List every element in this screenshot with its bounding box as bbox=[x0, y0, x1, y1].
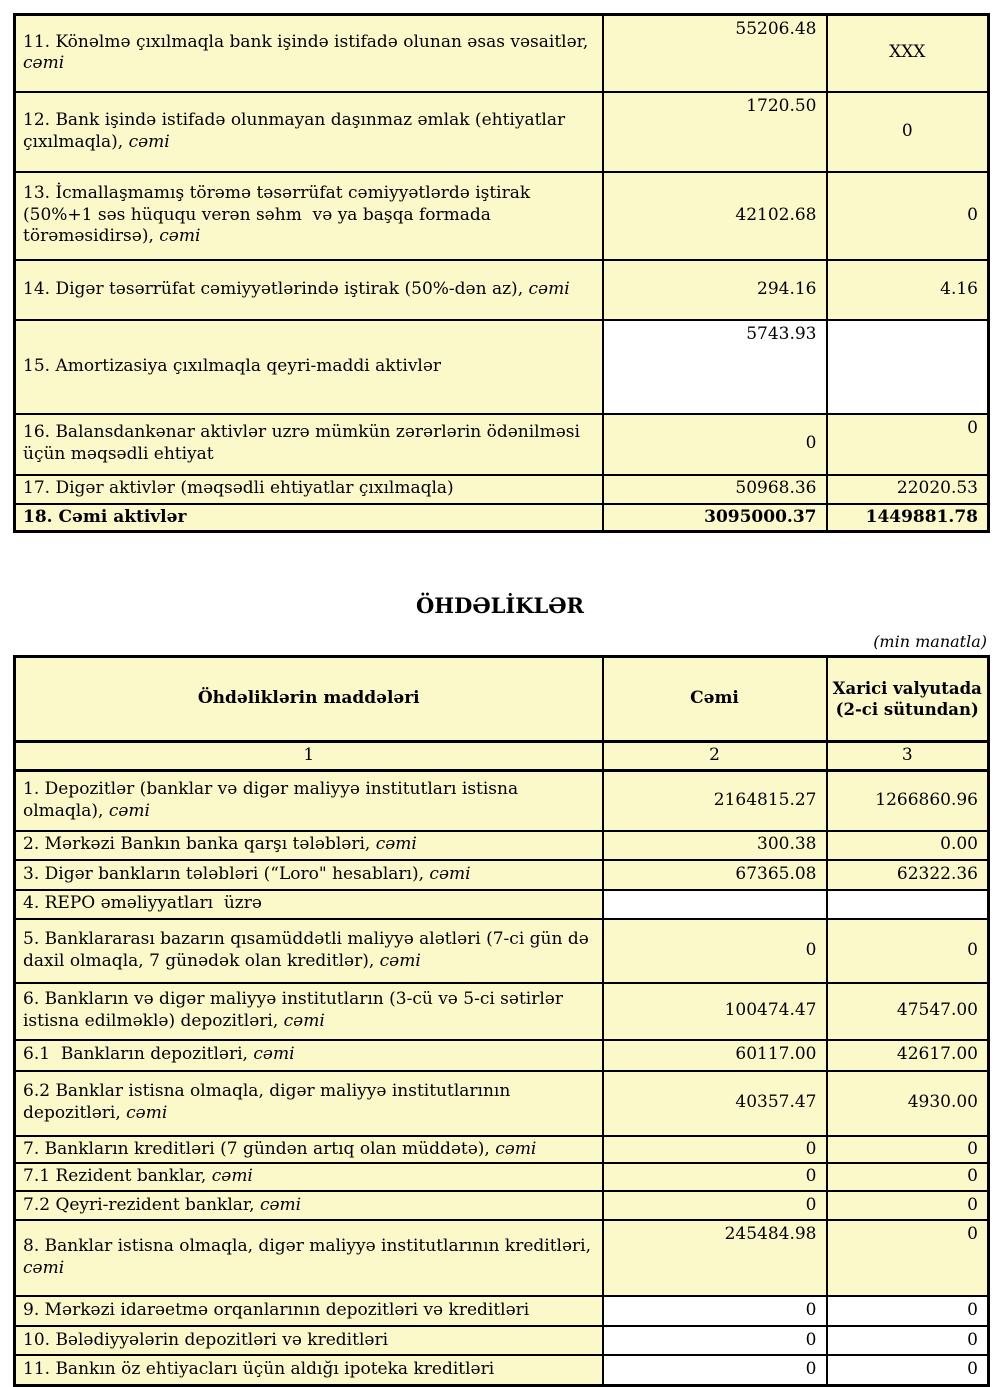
table-row bbox=[15, 1355, 989, 1385]
table-row bbox=[15, 1191, 989, 1220]
row-label-suffix: cəmi bbox=[153, 226, 201, 247]
row-label-text: 5. Banklararası bazarın qısamüddətli maliyyə alətləri (7-ci gün də daxil olmaqla, 7 günədək olan kreditlər), bbox=[23, 928, 595, 971]
row-total-value: 0 bbox=[603, 414, 827, 475]
unit-note: (min manatla) bbox=[873, 632, 987, 651]
row-label bbox=[15, 320, 603, 414]
row-foreign-value: 22020.53 bbox=[827, 475, 989, 504]
row-foreign-value: 4.16 bbox=[827, 260, 989, 320]
row-foreign-value: 0 bbox=[827, 1296, 989, 1326]
row-label bbox=[15, 983, 603, 1040]
row-total-value: 60117.00 bbox=[603, 1040, 827, 1071]
table-row bbox=[15, 414, 989, 475]
row-total-value: 55206.48 bbox=[603, 15, 827, 92]
row-total-value: 0 bbox=[603, 1296, 827, 1326]
row-label bbox=[15, 1136, 603, 1164]
row-total-value: 1720.50 bbox=[603, 92, 827, 172]
row-foreign-value: 0 bbox=[827, 1136, 989, 1164]
row-label-text: 17. Digər aktivlər (məqsədli ehtiyatlar çıxılmaqla) bbox=[23, 478, 454, 499]
row-label-suffix: cəmi bbox=[206, 1166, 253, 1187]
row-label bbox=[15, 92, 603, 172]
table-row bbox=[15, 860, 989, 890]
row-total-value: 40357.47 bbox=[603, 1071, 827, 1136]
row-label-suffix: cəmi bbox=[424, 863, 471, 884]
table-row bbox=[15, 15, 989, 92]
row-total-value bbox=[603, 890, 827, 919]
column-number-3: 3 bbox=[827, 742, 989, 771]
row-label bbox=[15, 172, 603, 260]
row-label-suffix: cəmi bbox=[103, 800, 150, 821]
row-label-suffix: cəmi bbox=[247, 1044, 295, 1065]
row-label-suffix: cəmi bbox=[523, 278, 570, 299]
row-label-text: 13. İcmallaşmamış törəmə təsərrüfat cəmiyyətlərdə iştirak (50%+1 səs hüququ verən səhm və ya başqa formada törəməsidirsə), bbox=[23, 182, 536, 247]
row-label bbox=[15, 1071, 603, 1136]
row-label bbox=[15, 919, 603, 983]
row-label-text: 12. Bank işində istifadə olunmayan daşınmaz əmlak (ehtiyatlar çıxılmaqla), bbox=[23, 109, 571, 152]
header-row bbox=[15, 657, 989, 742]
row-total-value: 5743.93 bbox=[603, 320, 827, 414]
row-foreign-value: 0 bbox=[827, 92, 989, 172]
row-foreign-value: 47547.00 bbox=[827, 983, 989, 1040]
row-label-suffix: cəmi bbox=[489, 1138, 537, 1159]
row-label-suffix: cəmi bbox=[23, 31, 594, 74]
row-total-value: 294.16 bbox=[603, 260, 827, 320]
row-label-text: 15. Amortizasiya çıxılmaqla qeyri-maddi aktivlər bbox=[23, 355, 442, 376]
row-label-text: 9. Mərkəzi idarəetmə orqanlarının depozitləri və kreditləri bbox=[23, 1300, 530, 1321]
row-label bbox=[15, 1040, 603, 1071]
table-row bbox=[15, 1220, 989, 1296]
row-total-value: 100474.47 bbox=[603, 983, 827, 1040]
row-foreign-value: 0 bbox=[827, 1326, 989, 1355]
row-total-value: 42102.68 bbox=[603, 172, 827, 260]
row-total-value: 3095000.37 bbox=[603, 504, 827, 532]
row-label-suffix: cəmi bbox=[254, 1194, 302, 1215]
row-label bbox=[15, 1355, 603, 1385]
row-label-text: 11. Könəlmə çıxılmaqla bank işində istifadə olunan əsas vəsaitlər, bbox=[23, 31, 589, 52]
row-label bbox=[15, 1191, 603, 1220]
row-label bbox=[15, 831, 603, 860]
row-foreign-value bbox=[827, 890, 989, 919]
table-row bbox=[15, 890, 989, 919]
table-row bbox=[15, 92, 989, 172]
row-label-text: 10. Bələdiyyələrin depozitləri və kreditləri bbox=[23, 1329, 389, 1350]
table-row bbox=[15, 831, 989, 860]
row-label-text: 6.2 Banklar istisna olmaqla, digər maliyyə institutlarının depozitləri, bbox=[23, 1081, 516, 1123]
row-total-value: 67365.08 bbox=[603, 860, 827, 890]
row-label-text: 4. REPO əməliyyatları üzrə bbox=[23, 893, 262, 914]
column-number-row bbox=[15, 742, 989, 771]
table-row-total-assets bbox=[15, 504, 989, 532]
row-label bbox=[15, 15, 603, 92]
row-foreign-value bbox=[827, 320, 989, 414]
row-label bbox=[15, 860, 603, 890]
table-row bbox=[15, 1040, 989, 1071]
row-total-value: 50968.36 bbox=[603, 475, 827, 504]
row-label bbox=[15, 771, 603, 831]
row-label-text: 7.2 Qeyri-rezident banklar, bbox=[23, 1194, 255, 1215]
row-total-value: 0 bbox=[603, 1136, 827, 1164]
table-row bbox=[15, 1071, 989, 1136]
row-foreign-value: 0 bbox=[827, 1163, 989, 1191]
column-number-2: 2 bbox=[603, 742, 827, 771]
row-label-suffix: cəmi bbox=[123, 131, 170, 152]
table-row bbox=[15, 1163, 989, 1191]
row-label-text: 18. Cəmi aktivlər bbox=[23, 506, 187, 527]
row-foreign-value: XXX bbox=[827, 15, 989, 92]
row-label-text: 14. Digər təsərrüfat cəmiyyətlərində iştirak (50%-dən az), bbox=[23, 278, 524, 299]
table-row bbox=[15, 919, 989, 983]
row-label-text: 6. Bankların və digər maliyyə institutların (3-cü və 5-ci sətirlər istisna edilməklə) depozitləri, bbox=[23, 989, 569, 1031]
row-label bbox=[15, 1220, 603, 1296]
row-foreign-value: 0.00 bbox=[827, 831, 989, 860]
table-row bbox=[15, 771, 989, 831]
table-row bbox=[15, 1136, 989, 1164]
row-label-text: 7. Bankların kreditləri (7 gündən artıq olan müddətə), bbox=[23, 1138, 490, 1159]
row-foreign-value: 1266860.96 bbox=[827, 771, 989, 831]
row-total-value: 0 bbox=[603, 1191, 827, 1220]
assets-table bbox=[13, 13, 990, 533]
row-label bbox=[15, 1296, 603, 1326]
table-row bbox=[15, 1296, 989, 1326]
row-label-suffix: cəmi bbox=[23, 1236, 597, 1278]
row-total-value: 0 bbox=[603, 1355, 827, 1385]
row-label bbox=[15, 504, 603, 532]
row-label-text: 6.1 Bankların depozitləri, bbox=[23, 1044, 248, 1065]
column-number-1: 1 bbox=[15, 742, 603, 771]
header-items: Öhdəliklərin maddələri bbox=[15, 657, 603, 742]
row-label bbox=[15, 260, 603, 320]
table-row bbox=[15, 475, 989, 504]
header-total: Cəmi bbox=[603, 657, 827, 742]
row-foreign-value: 0 bbox=[827, 1191, 989, 1220]
liabilities-table bbox=[13, 655, 990, 1387]
row-total-value: 245484.98 bbox=[603, 1220, 827, 1296]
row-total-value: 0 bbox=[603, 1326, 827, 1355]
row-label bbox=[15, 1163, 603, 1191]
row-label-suffix: cəmi bbox=[120, 1103, 168, 1123]
row-total-value: 2164815.27 bbox=[603, 771, 827, 831]
table-row bbox=[15, 320, 989, 414]
row-label bbox=[15, 475, 603, 504]
row-label-suffix: cəmi bbox=[278, 1011, 325, 1031]
row-label-suffix: cəmi bbox=[370, 834, 417, 855]
row-foreign-value: 42617.00 bbox=[827, 1040, 989, 1071]
row-total-value: 300.38 bbox=[603, 831, 827, 860]
row-label-text: 8. Banklar istisna olmaqla, digər maliyyə institutlarının kreditləri, bbox=[23, 1236, 591, 1257]
row-label-suffix: cəmi bbox=[374, 950, 421, 971]
row-label bbox=[15, 890, 603, 919]
row-label bbox=[15, 414, 603, 475]
table-row bbox=[15, 983, 989, 1040]
row-label-text: 3. Digər bankların tələbləri (“Loro" hesabları), bbox=[23, 863, 425, 884]
row-foreign-value: 0 bbox=[827, 172, 989, 260]
row-label-text: 11. Bankın öz ehtiyacları üçün aldığı ipoteka kreditləri bbox=[23, 1358, 495, 1379]
table-row bbox=[15, 260, 989, 320]
row-total-value: 0 bbox=[603, 1163, 827, 1191]
liabilities-heading: ÖHDƏLİKLƏR bbox=[416, 593, 584, 618]
row-label bbox=[15, 1326, 603, 1355]
row-label-text: 2. Mərkəzi Bankın banka qarşı tələbləri, bbox=[23, 834, 371, 855]
header-foreign: Xarici valyutada (2-ci sütundan) bbox=[827, 657, 989, 742]
row-foreign-value: 4930.00 bbox=[827, 1071, 989, 1136]
row-label-text: 1. Depozitlər (banklar və digər maliyyə institutları istisna olmaqla), bbox=[23, 779, 524, 821]
row-foreign-value: 0 bbox=[827, 1220, 989, 1296]
row-foreign-value: 62322.36 bbox=[827, 860, 989, 890]
row-foreign-value: 1449881.78 bbox=[827, 504, 989, 532]
row-total-value: 0 bbox=[603, 919, 827, 983]
row-foreign-value: 0 bbox=[827, 414, 989, 475]
table-row bbox=[15, 1326, 989, 1355]
row-label-text: 16. Balansdankənar aktivlər uzrə mümkün zərərlərin ödənilməsi üçün məqsədli ehtiyat bbox=[23, 422, 586, 464]
table-row bbox=[15, 172, 989, 260]
row-label-text: 7.1 Rezident banklar, bbox=[23, 1166, 207, 1187]
row-foreign-value: 0 bbox=[827, 1355, 989, 1385]
row-foreign-value: 0 bbox=[827, 919, 989, 983]
